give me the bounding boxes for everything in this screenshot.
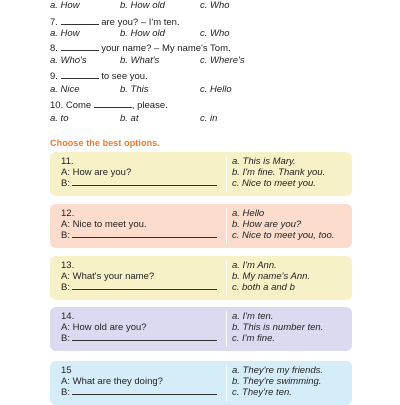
q7-option-c[interactable]: c. Who xyxy=(200,28,230,39)
card-speaker-a: A: How are you? xyxy=(61,167,132,178)
q7-option-a[interactable]: a. How xyxy=(50,28,80,39)
q7-blank[interactable] xyxy=(61,16,99,25)
card-divider xyxy=(226,311,227,347)
card-number: 13. xyxy=(61,260,75,271)
card-option-b[interactable]: b. My name's Ann. xyxy=(232,271,311,282)
q10-blank[interactable] xyxy=(94,99,132,108)
card-number: 14. xyxy=(61,311,75,322)
card-options xyxy=(232,156,350,189)
card-option-a[interactable]: a. I'm Ann. xyxy=(232,260,277,271)
card-speaker-b xyxy=(61,230,226,241)
card-options xyxy=(232,311,350,344)
card-speaker-a: A: What's your name? xyxy=(61,271,155,282)
card-option-c[interactable]: c. They're ten. xyxy=(232,387,292,398)
card-option-c[interactable]: c. I'm fine. xyxy=(232,333,275,344)
answer-blank[interactable] xyxy=(72,230,217,238)
card-b-label: B: xyxy=(61,387,70,398)
card-dialogue xyxy=(61,260,226,293)
card-dialogue xyxy=(61,311,226,344)
card-number: 12. xyxy=(61,208,75,219)
q8-option-a[interactable]: a. Who's xyxy=(50,55,87,66)
q8-option-c[interactable]: c. Where's xyxy=(200,55,245,66)
card-dialogue xyxy=(61,156,226,189)
answer-blank[interactable] xyxy=(72,333,217,341)
card-divider xyxy=(226,365,227,401)
card-number: 11. xyxy=(61,156,74,167)
card-option-a[interactable]: a. I'm ten. xyxy=(232,311,274,322)
card-option-c[interactable]: c. both a and b xyxy=(232,282,295,293)
q7-text: 7. are you? – I'm ten. xyxy=(50,17,180,28)
card-option-b[interactable]: b. They're swimming. xyxy=(232,376,322,387)
q10-text: 10. Come , please. xyxy=(50,100,168,111)
q10-option-b[interactable]: b. at xyxy=(120,113,139,124)
question-card-12 xyxy=(50,204,352,248)
q10-option-a[interactable]: a. to xyxy=(50,113,69,124)
answer-blank[interactable] xyxy=(72,178,217,186)
answer-blank[interactable] xyxy=(72,387,217,395)
q6-option-c[interactable]: c. Who xyxy=(200,0,230,11)
q10-option-c[interactable]: c. in xyxy=(200,113,218,124)
card-speaker-a: A: How old are you? xyxy=(61,322,147,333)
card-option-b[interactable]: b. How are you? xyxy=(232,219,302,230)
card-speaker-a: A: Nice to meet you. xyxy=(61,219,147,230)
question-card-13 xyxy=(50,256,352,300)
q6-option-a[interactable]: a. How xyxy=(50,0,80,11)
card-dialogue xyxy=(61,208,226,241)
card-option-a[interactable]: a. They're my friends. xyxy=(232,365,324,376)
card-option-a[interactable]: a. This is Mary. xyxy=(232,156,296,167)
question-card-14 xyxy=(50,307,352,351)
card-dialogue xyxy=(61,365,226,398)
card-divider xyxy=(226,208,227,244)
card-divider xyxy=(226,156,227,192)
card-option-b[interactable]: b. This is number ten. xyxy=(232,322,324,333)
q9-option-b[interactable]: b. This xyxy=(120,84,149,95)
card-options xyxy=(232,365,350,398)
card-speaker-b xyxy=(61,282,226,293)
card-option-a[interactable]: a. Hello xyxy=(232,208,265,219)
card-options xyxy=(232,208,350,241)
card-b-label: B: xyxy=(61,282,70,293)
q9-option-a[interactable]: a. Nice xyxy=(50,84,80,95)
card-options xyxy=(232,260,350,293)
card-divider xyxy=(226,260,227,296)
card-b-label: B: xyxy=(61,333,70,344)
card-option-b[interactable]: b. I'm fine. Thank you. xyxy=(232,167,326,178)
q8-option-b[interactable]: b. What's xyxy=(120,55,160,66)
q9-option-c[interactable]: c. Hello xyxy=(200,84,232,95)
q8-blank[interactable] xyxy=(61,42,99,51)
card-number: 15 xyxy=(61,365,72,376)
card-b-label: B: xyxy=(61,230,70,241)
section-title: Choose the best options. xyxy=(50,138,160,148)
q9-blank[interactable] xyxy=(61,70,99,79)
q7-option-b[interactable]: b. How old xyxy=(120,28,165,39)
answer-blank[interactable] xyxy=(72,282,217,290)
card-speaker-b xyxy=(61,333,226,344)
q8-text: 8. your name? – My name's Tom. xyxy=(50,43,231,54)
q6-option-b[interactable]: b. How old xyxy=(120,0,165,11)
card-speaker-b xyxy=(61,387,226,398)
card-speaker-b xyxy=(61,178,226,189)
question-card-11 xyxy=(50,152,352,196)
question-card-15 xyxy=(50,361,352,405)
card-speaker-a: A: What are they doing? xyxy=(61,376,163,387)
card-option-c[interactable]: c. Nice to meet you. xyxy=(232,178,316,189)
card-option-c[interactable]: c. Nice to meet you, too. xyxy=(232,230,335,241)
card-b-label: B: xyxy=(61,178,70,189)
q9-text: 9. to see you. xyxy=(50,71,148,82)
